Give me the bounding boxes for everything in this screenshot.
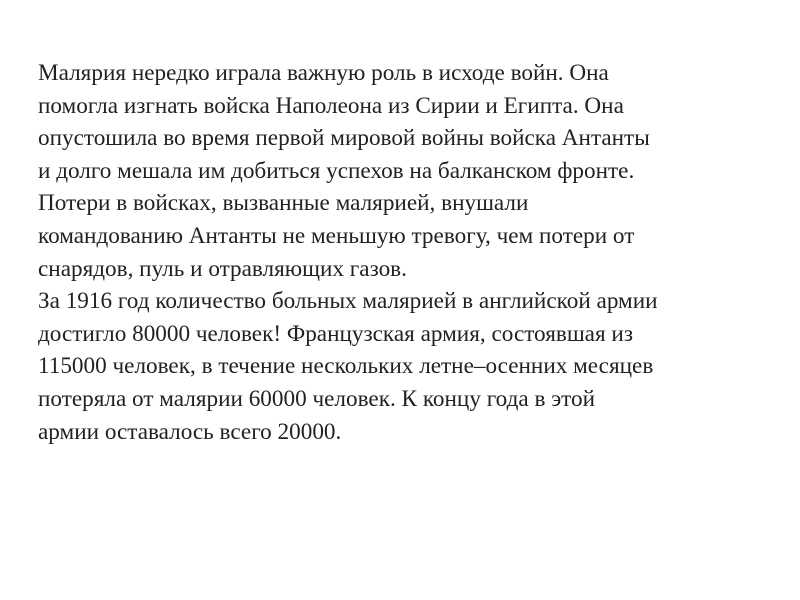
paragraph-1-line-6: командованию Антанты не меньшую тревогу, чем потери от — [38, 222, 635, 249]
paragraph-2-line-2: достигло 80000 человек! Французская армия, состоявшая из — [38, 320, 634, 347]
main-text-block — [38, 57, 788, 448]
paragraph-1-line-4: и долго мешала им добиться успехов на балканском фронте. — [38, 157, 635, 184]
paragraph-1-line-1: Малярия нередко играла важную роль в исходе войн. Она — [38, 60, 609, 86]
paragraph-2-line-5: армии оставалось всего 20000. — [38, 418, 342, 445]
paragraph-1-line-2: помогла изгнать войска Наполеона из Сирии и Египта. Она — [38, 92, 624, 119]
paragraph-2-line-4: потеряла от малярии 60000 человек. К концу года в этой — [38, 385, 595, 412]
paragraph-2-line-1: За 1916 год количество больных малярией в английской армии — [38, 288, 658, 315]
paragraph-2-line-3: 115000 человек, в течение нескольких летне–осенних месяцев — [38, 353, 654, 380]
paragraph-1-line-3: опустошила во время первой мировой войны войска Антанты — [38, 125, 650, 152]
paragraph-1-line-7: снарядов, пуль и отравляющих газов. — [38, 255, 407, 282]
paragraph-1-line-5: Потери в войсках, вызванные малярией, внушали — [38, 190, 529, 217]
